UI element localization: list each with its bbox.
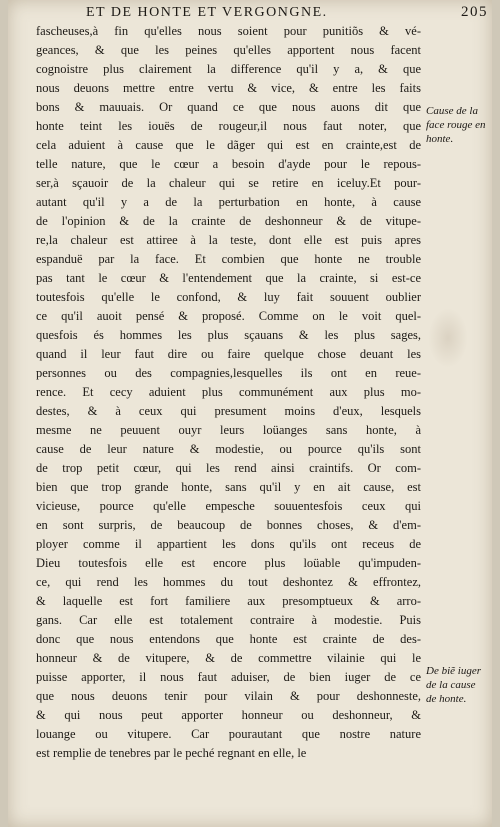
text-line: toutesfois qu'elle le confond, & luy fait souuent oublier [36,290,421,304]
book-page [8,0,492,827]
text-line: cause de leur nature & modestie, ou pource qu'ils sont [36,442,421,456]
text-line: autant qu'il y a de la perturbation en honte, à cause [36,195,421,209]
text-line: ployer comme il appartient les dons qu'ils ont receus de [36,537,421,551]
text-line: & laquelle est fort familiere aux presomptueux & arro- [36,594,421,608]
page-number: 205 [461,4,488,20]
text-line: louange ou vitupere. Car pourautant que nostre nature [36,727,421,741]
text-line: personnes ou des compagnies,lesquelles ils ont en reue- [36,366,421,380]
text-line: cognoistre plus clairement la difference qu'il y a, & que [36,62,421,76]
margin-note-line: Cause de la [426,105,478,117]
text-line: que nous deuons tenir pour vilain & pour deshonneste, [36,689,421,703]
text-line: est remplie de tenebres par le peché regnant en elle, le [36,746,307,760]
text-line: donc que nous entendons que honte est crainte de des- [36,632,421,646]
text-line: destes, & à ceux qui presument moins d'eux, lesquels [36,404,421,418]
text-line: bien que trop grande honte, sans qu'il y en ait cause, est [36,480,421,494]
text-line: pas tant le cœur & l'entendement que la crainte, si est-ce [36,271,421,285]
text-line: ce qu'il auoit pensé & proposé. Comme on le voit quel- [36,309,421,323]
text-line: de l'opinion & de la crainte de deshonneur & de vitupe- [36,214,421,228]
text-line: vicieuse, pource qu'elle empesche souuentesfois ceux qui [36,499,421,513]
text-line: nous deuons mettre entre vertu & vice, & entre les faits [36,81,421,95]
margin-note-line: De biẽ iuger [426,665,481,677]
text-line: re,la chaleur est attiree à la teste, dont elle est puis apres [36,233,421,247]
page-header [68,4,488,22]
ink-bleed-through [428,308,468,368]
margin-note-bien-iuger [426,664,500,706]
text-line: bons & mauuais. Or quand ce que nous auons dit que [36,100,421,114]
text-line: cela aduient à cause que le dãger qui est en crainte,est de [36,138,421,152]
text-line: de trop petit cœur, qui les rend ainsi craintifs. Or com- [36,461,421,475]
text-line: fascheuses,à fin qu'elles nous soient pour punitiõs & vé- [36,24,421,38]
margin-note-face-rouge [426,104,500,146]
text-line: telle nature, que le cœur a besoin d'ayde pour le repous- [36,157,421,171]
text-line: mesme ne peuuent ouyr leurs loüanges sans honte, à [36,423,421,437]
body-text [36,22,421,763]
text-line: rence. Et cecy aduient plus communément aux plus mo- [36,385,421,399]
text-line: gans. Car elle est totalement contraire à modestie. Puis [36,613,421,627]
text-line: quesfois és hommes les plus sçauans & les plus sages, [36,328,421,342]
margin-note-line: honte. [426,133,454,145]
text-line: honneur & de vitupere, & de commettre vilainie qui le [36,651,421,665]
text-line: Dieu toutesfois elle est encore plus loüable qu'impuden- [36,556,421,570]
text-line: espanduë par la face. Et combien que honte ne trouble [36,252,421,266]
margin-note-line: de la cause [426,679,476,691]
text-line: ce, qui rend les hommes du tout deshontez & effrontez, [36,575,421,589]
text-line: ser,à sçauoir de la chaleur qui se retire en iceluy.Et pour- [36,176,421,190]
text-line: honte teint les iouës de rougeur,il nous faut noter, que [36,119,421,133]
text-line: quand il leur faut dire ou faire quelque chose deuant les [36,347,421,361]
margin-note-line: face rouge en [426,119,486,131]
running-title: ET DE HONTE ET VERGONGNE. [86,5,328,20]
text-line: geances, & que les peines qu'elles apportent nous facent [36,43,421,57]
text-line: en sont surpris, de beaucoup de bonnes choses, & d'em- [36,518,421,532]
margin-note-line: de honte. [426,693,467,705]
text-line: puisse apporter, il nous faut aduiser, de bien iuger de ce [36,670,421,684]
text-line: & qui nous peut apporter honneur ou deshonneur, & [36,708,421,722]
